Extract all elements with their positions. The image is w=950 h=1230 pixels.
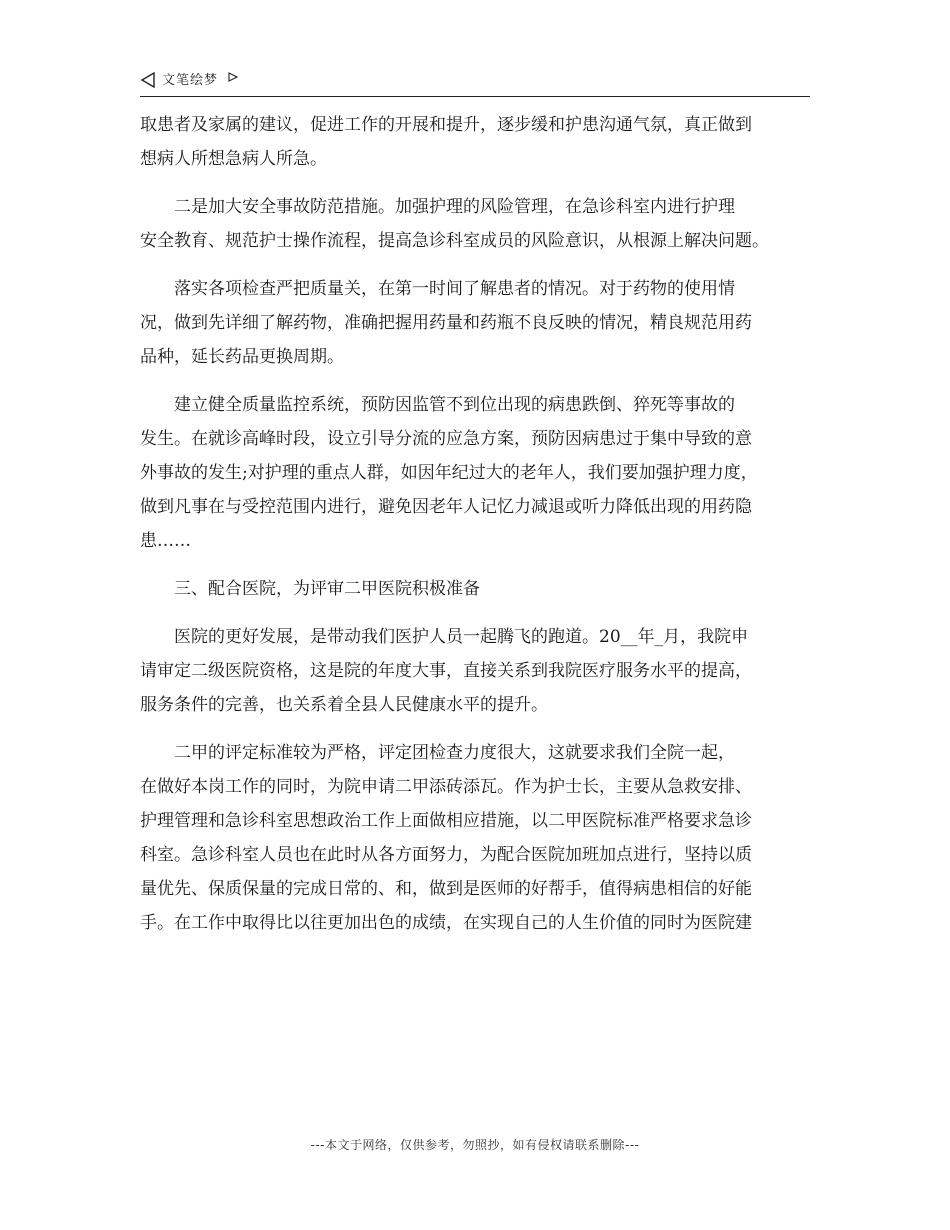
text-line: 护理管理和急诊科室思想政治工作上面做相应措施，以二甲医院标准严格要求急诊: [140, 811, 752, 831]
text-line: 取患者及家属的建议，促进工作的开展和提升，逐步缓和护患沟通气氛，真正做到: [140, 115, 752, 135]
text-line: 安全教育、规范护士操作流程，提高急诊科室成员的风险意识，从根源上解决问题。: [140, 231, 769, 251]
paragraph: [140, 736, 815, 940]
paragraph: [140, 108, 815, 176]
text-line: 在做好本岗工作的同时，为院申请二甲添砖添瓦。作为护士长，主要从急救安排、: [140, 777, 752, 797]
triangle-right-outline-icon: [228, 72, 238, 82]
text-line: 科室。急诊科室人员也在此时从各方面努力，为配合医院加班加点进行，坚持以质: [140, 845, 752, 865]
text-line: 二是加大安全事故防范措施。加强护理的风险管理，在急诊科室内进行护理: [174, 197, 735, 217]
text-line: 服务条件的完善，也关系着全县人民健康水平的提升。: [140, 695, 548, 715]
paragraph: [140, 620, 815, 722]
paragraph: [140, 388, 815, 558]
paragraph: [140, 272, 815, 374]
text-line: 外事故的发生;对护理的重点人群，如因年纪过大的老年人，我们要加强护理力度，: [140, 463, 758, 483]
triangle-left-outline-icon: [140, 72, 156, 88]
header-brand: 文笔绘梦: [162, 73, 219, 88]
text-line: 发生。在就诊高峰时段，设立引导分流的应急方案，预防因病患过于集中导致的意: [140, 429, 752, 449]
text-line: 况，做到先详细了解药物，准确把握用药量和药瓶不良反映的情况，精良规范用药: [140, 313, 752, 333]
text-line: 想病人所想急病人所急。: [140, 149, 327, 169]
text-line: 二甲的评定标准较为严格，评定团检查力度很大，这就要求我们全院一起，: [174, 743, 735, 763]
text-line: 建立健全质量监控系统，预防因监管不到位出现的病患跌倒、猝死等事故的: [174, 395, 735, 415]
text-line: 患……: [140, 531, 191, 551]
text-line: 做到凡事在与受控范围内进行，避免因老年人记忆力减退或听力降低出现的用药隐: [140, 497, 752, 517]
section-heading: [140, 572, 815, 606]
text-line: 三、配合医院，为评审二甲医院积极准备: [174, 579, 480, 599]
text-line: 落实各项检查严把质量关，在第一时间了解患者的情况。对于药物的使用情: [174, 279, 735, 299]
text-line: 医院的更好发展，是带动我们医护人员一起腾飞的跑道。20__年_月，我院申: [174, 627, 749, 647]
footer-disclaimer: ---本文于网络，仅供参考，勿照抄，如有侵权请联系删除---: [310, 1138, 640, 1152]
text-line: 量优先、保质保量的完成日常的、和，做到是医师的好帮手，值得病患相信的好能: [140, 879, 752, 899]
paragraph: [140, 190, 815, 258]
text-line: 手。在工作中取得比以往更加出色的成绩，在实现自己的人生价值的同时为医院建: [140, 913, 752, 933]
page-header: [140, 70, 810, 97]
text-line: 品种，延长药品更换周期。: [140, 347, 344, 367]
text-line: 请审定二级医院资格，这是院的年度大事，直接关系到我院医疗服务水平的提高，: [140, 661, 752, 681]
document-body: [140, 108, 815, 940]
